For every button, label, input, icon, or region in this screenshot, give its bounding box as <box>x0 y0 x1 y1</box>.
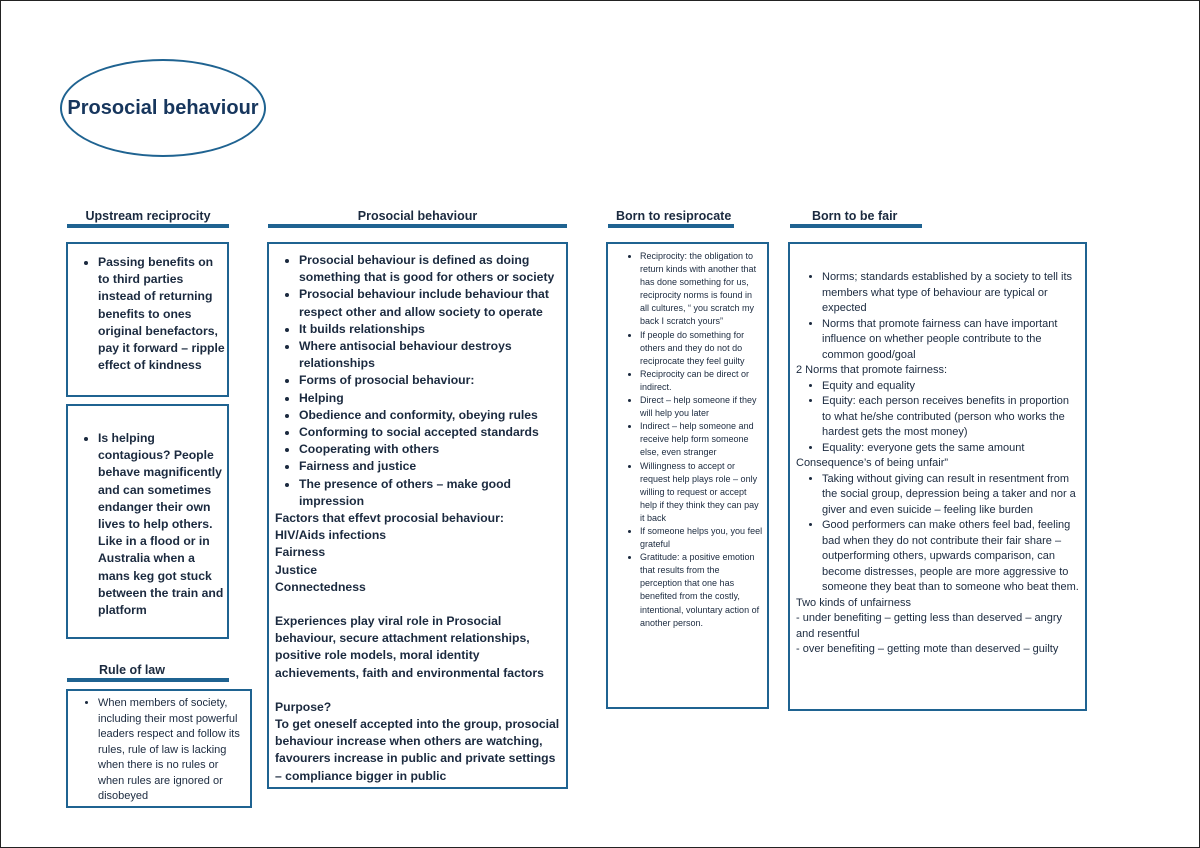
purpose-text: To get oneself accepted into the group, prosocial behaviour increase when others are watching, favourers increase in public and private settings – compliance bigger in public <box>275 717 560 783</box>
list-item: • Gratitude: a positive emotion that results from the perception that one has benefited from the costly, intentional, voluntary action of another person. <box>640 551 763 630</box>
born-fair-box <box>788 242 1087 711</box>
list-item: • Fairness and justice <box>299 458 560 475</box>
text-line: Connectedness <box>275 579 366 594</box>
rule-of-law-heading: Rule of law <box>67 663 229 682</box>
list-item: • Taking without giving can result in resentment from the social group, depression being a taker and nor a giver and even suicide – feeling like burden <box>822 472 1079 519</box>
list-item: • Helping <box>299 390 560 407</box>
text-line: 2 Norms that promote fairness: <box>796 364 948 376</box>
list-item: • Willingness to accept or request help plays role – only willing to request or accept help if they think they can pay it back <box>640 460 763 525</box>
contagious-box <box>66 404 229 639</box>
prosocial-heading: Prosocial behaviour <box>268 209 567 228</box>
text-line: Consequence’s of being unfair” <box>796 457 949 469</box>
list-item: • Prosocial behaviour include behaviour that respect other and allow society to operate <box>299 286 560 320</box>
text-line: - under benefiting – getting less than deserved – angry and resentful <box>796 612 1063 640</box>
list-item: • When members of society, including their most powerful leaders respect and follow its rules, rule of law is lacking when there is no rules or when rules are ignored or disobeyed <box>98 696 246 805</box>
text-line: Two kinds of unfairness <box>796 596 911 609</box>
list-item: • If people do something for others and they do not do reciprocate they feel guilty <box>640 329 763 368</box>
text-line: Fairness <box>275 545 326 560</box>
list-item: • Obedience and conformity, obeying rules <box>299 407 560 424</box>
text-line: HIV/Aids infections <box>275 528 387 543</box>
list-item: • Reciprocity can be direct or indirect. <box>640 368 763 394</box>
list-item: • The presence of others – make good impression <box>299 476 560 510</box>
text-line: Justice <box>275 562 318 577</box>
list-item: • Cooperating with others <box>299 441 560 458</box>
born-fair-heading: Born to be fair <box>790 209 922 228</box>
page-title: Prosocial behaviour <box>67 96 259 119</box>
list-item: • Indirect – help someone and receive help form someone else, even stranger <box>640 420 763 459</box>
list-item: • Forms of prosocial behaviour: <box>299 372 560 389</box>
list-item: • Conforming to social accepted standards <box>299 424 560 441</box>
purpose-label: Purpose? <box>275 699 332 714</box>
list-item: • Equity: each person receives benefits in proportion to what he/she contributed (person who works the hardest gets the most money) <box>822 394 1079 441</box>
text-line: - over benefiting – getting mote than deserved – guilty <box>796 643 1059 655</box>
list-item: • Direct – help someone if they will help you later <box>640 394 763 420</box>
list-item: • Is helping contagious? People behave magnificently and can sometimes endanger their own lives to help others. Like in a flood or in Australia when a mans keg got stuck between the train and platform <box>98 430 227 619</box>
born-reciprocate-box <box>606 242 769 709</box>
list-item: • Reciprocity: the obligation to return kinds with another that has done something for us, reciprocity norms is found in all cultures, “ you scratch my back I scratch yours” <box>640 250 763 329</box>
rule-of-law-box <box>66 689 252 808</box>
list-item: • Equity and equality <box>822 379 1079 395</box>
list-item: • Prosocial behaviour is defined as doing something that is good for others or society <box>299 252 560 286</box>
born-reciprocate-heading: Born to resiprocate <box>608 209 734 228</box>
list-item: • If someone helps you, you feel grateful <box>640 525 763 551</box>
prosocial-box <box>267 242 568 789</box>
list-item: • Norms; standards established by a society to tell its members what type of behaviour are typical or expected <box>822 270 1079 317</box>
list-item: • Passing benefits on to third parties instead of returning benefits to ones original benefactors, pay it forward – ripple effect of kindness <box>98 254 227 374</box>
title-ellipse <box>60 59 266 157</box>
list-item: • Good performers can make others feel bad, feeling bad when they do not contribute their fair share – outperforming others, upwards comparison, can become distresses, people are more aggressive to someone they beat than to someone who beat them. <box>822 518 1079 596</box>
upstream-box <box>66 242 229 397</box>
upstream-heading: Upstream reciprocity <box>67 209 229 228</box>
list-item: • It builds relationships <box>299 321 560 338</box>
list-item: • Where antisocial behaviour destroys relationships <box>299 338 560 372</box>
text-line: Factors that effevt procosial behaviour: <box>275 511 504 526</box>
list-item: • Equality: everyone gets the same amount <box>822 441 1079 457</box>
experiences-text: Experiences play viral role in Prosocial behaviour, secure attachment relationships, positive role models, moral identity achievements, faith and environmental factors <box>275 614 544 680</box>
list-item: • Norms that promote fairness can have important influence on whether people contribute to the common good/goal <box>822 317 1079 364</box>
